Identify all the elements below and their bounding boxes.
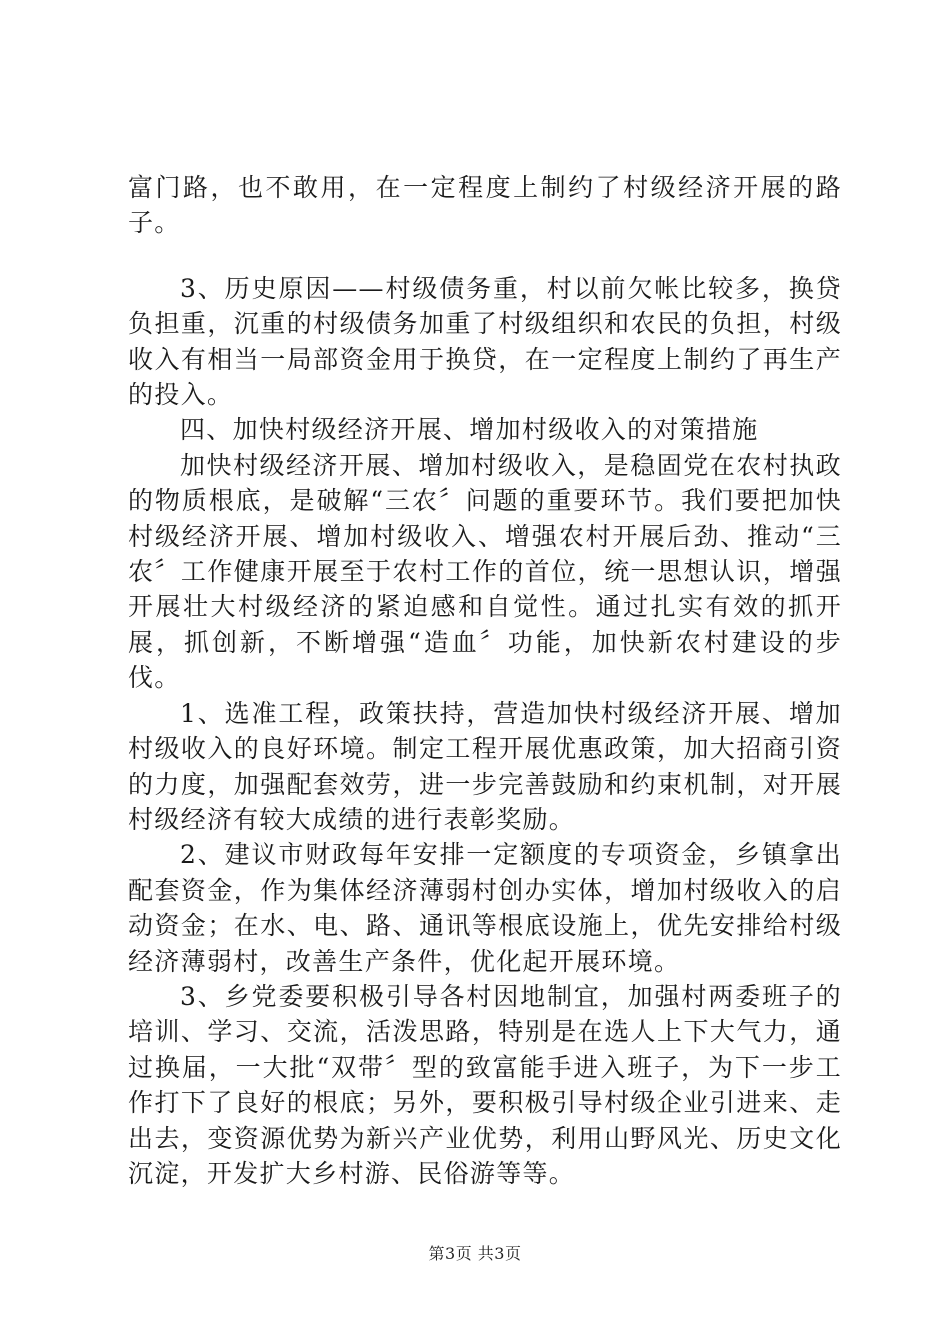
paragraph-measure-1: 1、选准工程，政策扶持，营造加快村级经济开展、增加村级收入的良好环境。制定工程开展优惠政策，加大招商引资的力度，加强配套效劳，进一步完善鼓励和约束机制，对开展村级经济有较大成绩的进行表彰奖励。	[128, 698, 842, 834]
paragraph-measure-3: 3、乡党委要积极引导各村因地制宜，加强村两委班子的培训、学习、交流，活泼思路，特别是在选人上下大气力，通过换届，一大批“双带〞型的致富能手进入班子，为下一步工作打下了良好的根底；另外，要积极引导村级企业引进来、走出去，变资源优势为新兴产业优势，利用山野风光、历史文化沉淀，开发扩大乡村游、民俗游等等。	[128, 981, 842, 1188]
paragraph-continuation: 富门路，也不敢用，在一定程度上制约了村级经济开展的路子。	[128, 173, 842, 238]
page-footer: 第3页 共3页	[428, 1244, 522, 1263]
paragraph-history-reason: 3、历史原因——村级债务重，村以前欠帐比较多，换贷负担重，沉重的村级债务加重了村级组织和农民的负担，村级收入有相当一局部资金用于换贷，在一定程度上制约了再生产的投入。	[128, 273, 842, 410]
section-four-heading: 四、加快村级经济开展、增加村级收入的对策措施	[180, 415, 759, 445]
document-body	[128, 170, 842, 1191]
paragraph-section-four-intro: 加快村级经济开展、增加村级收入，是稳固党在农村执政的物质根底，是破解“三农〞问题的重要环节。我们要把加快村级经济开展、增加村级收入、增强农村开展后劲、推动“三农〞工作健康开展至于农村工作的首位，统一思想认识，增强开展壮大村级经济的紧迫感和自觉性。通过扎实有效的抓开展，抓创新，不断增强“造血〞功能，加快新农村建设的步伐。	[128, 450, 842, 693]
paragraph-measure-2: 2、建议市财政每年安排一定额度的专项资金，乡镇拿出配套资金，作为集体经济薄弱村创办实体，增加村级收入的启动资金；在水、电、路、通讯等根底设施上，优先安排给村级经济薄弱村，改善生产条件，优化起开展环境。	[128, 840, 842, 976]
